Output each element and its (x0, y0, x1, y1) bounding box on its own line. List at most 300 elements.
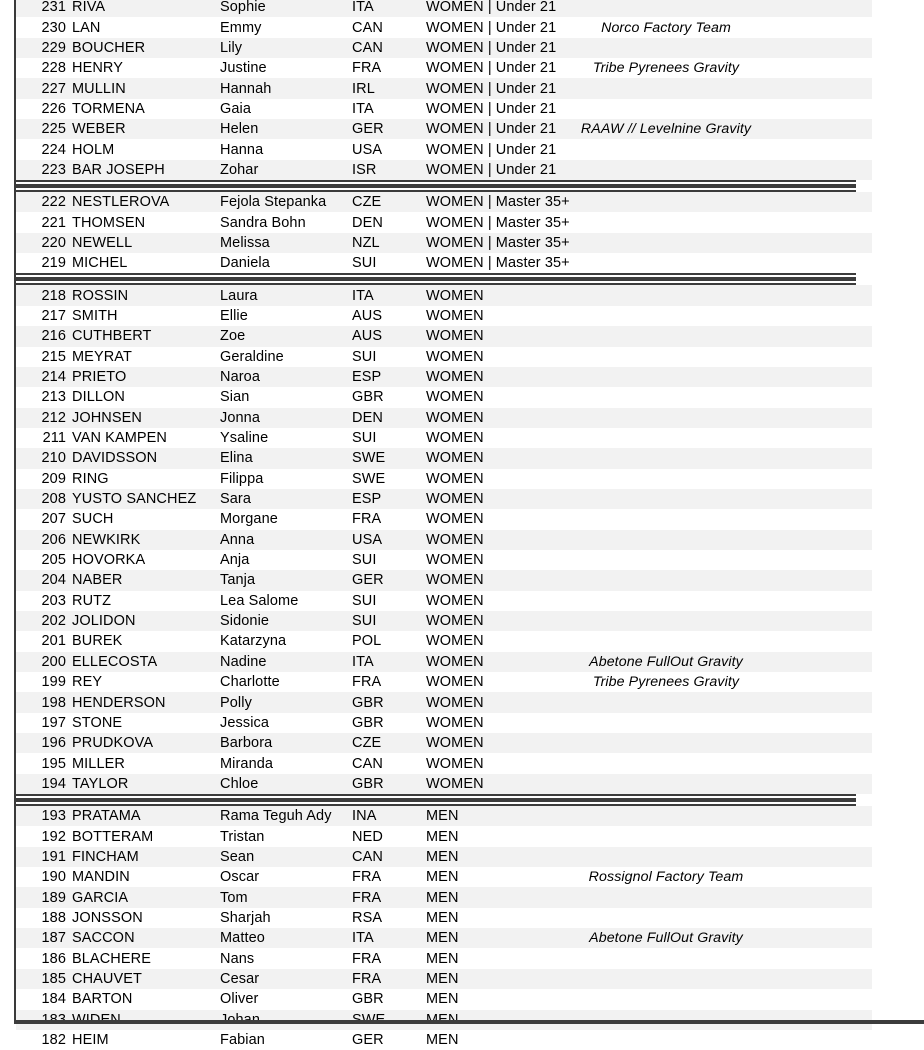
row-nation: CAN (352, 755, 383, 772)
table-row[interactable] (16, 212, 872, 232)
row-bib: 211 (42, 429, 66, 446)
row-nation: FRA (352, 869, 382, 886)
table-row[interactable] (16, 326, 872, 346)
row-bib: 191 (41, 848, 66, 865)
row-nation: INA (352, 807, 377, 824)
row-category: WOMEN (426, 450, 484, 467)
row-nation: DEN (352, 214, 383, 231)
table-row[interactable] (16, 38, 872, 58)
row-nation: GER (352, 120, 384, 137)
row-first-name: Tristan (220, 828, 265, 845)
row-bib: 205 (41, 551, 66, 568)
row-category: WOMEN (426, 531, 484, 548)
table-row[interactable] (16, 139, 872, 159)
row-last-name: BOUCHER (72, 39, 146, 56)
row-bib: 203 (41, 592, 66, 609)
row-category: MEN (426, 807, 459, 824)
row-bib: 197 (41, 714, 66, 731)
row-first-name: Sara (220, 490, 252, 507)
row-bib: 206 (41, 531, 66, 548)
row-nation: GER (352, 1031, 384, 1048)
table-row[interactable] (16, 530, 872, 550)
row-bib: 221 (41, 214, 66, 231)
row-category: WOMEN (426, 755, 484, 772)
row-nation: GBR (352, 775, 384, 792)
table-row[interactable] (16, 887, 872, 907)
row-category: WOMEN (426, 490, 484, 507)
row-category: WOMEN (426, 328, 484, 345)
row-first-name: Justine (220, 59, 267, 76)
row-first-name: Matteo (220, 930, 265, 947)
row-bib: 222 (41, 194, 66, 211)
row-last-name: RIVA (72, 0, 106, 15)
row-first-name: Morgane (220, 511, 278, 528)
row-category: WOMEN | Master 35+ (426, 194, 570, 211)
row-last-name: FINCHAM (72, 848, 139, 865)
row-category: WOMEN | Under 21 (426, 19, 557, 36)
row-last-name: REY (72, 673, 103, 690)
row-last-name: TAYLOR (72, 775, 129, 792)
row-first-name: Rama Teguh Ady (220, 807, 332, 824)
row-first-name: Tom (220, 889, 248, 906)
row-category: WOMEN (426, 734, 484, 751)
row-bib: 210 (41, 450, 66, 467)
row-category: WOMEN (426, 714, 484, 731)
row-first-name: Elina (220, 450, 253, 467)
table-row[interactable] (16, 550, 872, 570)
row-nation: USA (352, 531, 383, 548)
table-row[interactable] (16, 448, 872, 468)
table-row[interactable] (16, 652, 872, 672)
row-category: WOMEN (426, 287, 484, 304)
row-bib: 207 (41, 511, 66, 528)
row-nation: NED (352, 828, 383, 845)
page-bottom-rule (14, 1020, 924, 1024)
table-row[interactable] (16, 713, 872, 733)
table-row[interactable] (16, 469, 872, 489)
row-first-name: Zohar (220, 161, 259, 178)
row-last-name: BOTTERAM (72, 828, 154, 845)
row-bib: 184 (41, 991, 66, 1008)
row-nation: USA (352, 141, 383, 158)
row-category: MEN (426, 889, 459, 906)
table-row[interactable] (16, 948, 872, 968)
row-bib: 194 (41, 775, 66, 792)
row-category: WOMEN | Under 21 (426, 141, 557, 158)
row-last-name: RING (72, 470, 109, 487)
row-nation: ITA (352, 0, 374, 15)
table-row[interactable] (16, 306, 872, 326)
row-bib: 199 (41, 673, 66, 690)
row-category: WOMEN | Under 21 (426, 120, 557, 137)
row-bib: 216 (41, 328, 66, 345)
row-nation: CAN (352, 39, 383, 56)
row-first-name: Gaia (220, 100, 252, 117)
row-bib: 185 (41, 970, 66, 987)
row-bib: 189 (41, 889, 66, 906)
table-row[interactable] (16, 692, 872, 712)
row-last-name: BARTON (72, 991, 133, 1008)
row-bib: 182 (41, 1031, 66, 1048)
row-first-name: Barbora (220, 734, 273, 751)
table-row[interactable] (16, 631, 872, 651)
row-first-name: Lily (220, 39, 243, 56)
row-category: WOMEN (426, 389, 484, 406)
row-first-name: Anna (220, 531, 255, 548)
row-nation: SUI (352, 429, 377, 446)
row-category: WOMEN | Under 21 (426, 39, 557, 56)
row-last-name: PRIETO (72, 368, 127, 385)
row-last-name: LAN (72, 19, 101, 36)
row-last-name: MEYRAT (72, 348, 132, 365)
row-nation: GBR (352, 991, 384, 1008)
row-bib: 229 (41, 39, 66, 56)
row-category: WOMEN (426, 409, 484, 426)
row-first-name: Jonna (220, 409, 261, 426)
row-nation: SUI (352, 348, 377, 365)
row-first-name: Laura (220, 287, 258, 304)
row-nation: AUS (352, 307, 383, 324)
row-team: Rossignol Factory Team (588, 869, 744, 886)
table-row[interactable] (16, 17, 872, 37)
row-nation: GBR (352, 389, 384, 406)
table-row[interactable] (16, 233, 872, 253)
row-nation: RSA (352, 909, 383, 926)
row-last-name: GARCIA (72, 889, 129, 906)
table-row[interactable] (16, 428, 872, 448)
row-nation: FRA (352, 673, 382, 690)
table-row[interactable] (16, 387, 872, 407)
row-bib: 209 (41, 470, 66, 487)
table-row[interactable] (16, 347, 872, 367)
row-bib: 215 (41, 348, 66, 365)
row-nation: AUS (352, 328, 383, 345)
row-bib: 213 (41, 389, 66, 406)
row-category: WOMEN (426, 470, 484, 487)
row-nation: SUI (352, 612, 377, 629)
row-nation: SUI (352, 551, 377, 568)
table-row[interactable] (16, 1030, 872, 1050)
row-nation: FRA (352, 950, 382, 967)
row-bib: 218 (41, 287, 66, 304)
row-nation: SWE (352, 470, 386, 487)
row-bib: 200 (41, 653, 66, 670)
row-category: WOMEN | Under 21 (426, 100, 557, 117)
row-nation: ITA (352, 653, 374, 670)
table-row[interactable] (16, 253, 872, 273)
row-last-name: BAR JOSEPH (72, 161, 165, 178)
row-bib: 223 (41, 161, 66, 178)
row-last-name: BLACHERE (72, 950, 151, 967)
row-nation: ESP (352, 368, 382, 385)
row-nation: FRA (352, 59, 382, 76)
row-category: WOMEN | Master 35+ (426, 255, 570, 272)
row-category: MEN (426, 991, 459, 1008)
row-first-name: Naroa (220, 368, 260, 385)
row-first-name: Sophie (220, 0, 266, 15)
row-nation: GBR (352, 714, 384, 731)
row-nation: ITA (352, 100, 374, 117)
row-category: WOMEN (426, 348, 484, 365)
row-bib: 219 (41, 255, 66, 272)
table-row[interactable] (16, 408, 872, 428)
row-bib: 212 (41, 409, 66, 426)
row-bib: 208 (41, 490, 66, 507)
row-category: WOMEN (426, 551, 484, 568)
row-category: WOMEN (426, 307, 484, 324)
table-row[interactable] (16, 672, 872, 692)
row-nation: SUI (352, 592, 377, 609)
row-category: WOMEN (426, 653, 484, 670)
table-row[interactable] (16, 753, 872, 773)
row-nation: FRA (352, 889, 382, 906)
row-team: Tribe Pyrenees Gravity (592, 60, 740, 77)
row-category: WOMEN (426, 592, 484, 609)
row-nation: SUI (352, 255, 377, 272)
row-bib: 187 (41, 930, 66, 947)
row-last-name: ROSSIN (72, 287, 129, 304)
row-first-name: Hannah (220, 80, 272, 97)
row-category: MEN (426, 950, 459, 967)
row-category: MEN (426, 970, 459, 987)
row-nation: CAN (352, 19, 383, 36)
row-bib: 195 (41, 755, 66, 772)
table-row[interactable] (16, 908, 872, 928)
row-first-name: Katarzyna (220, 633, 287, 650)
row-last-name: MANDIN (72, 869, 130, 886)
table-row[interactable] (16, 160, 872, 180)
table-row[interactable] (16, 509, 872, 529)
row-team: Tribe Pyrenees Gravity (592, 674, 740, 691)
row-nation: DEN (352, 409, 383, 426)
row-category: WOMEN | Under 21 (426, 80, 557, 97)
row-first-name: Filippa (220, 470, 264, 487)
row-last-name: SMITH (72, 307, 118, 324)
table-row[interactable] (16, 847, 872, 867)
table-row[interactable] (16, 489, 872, 509)
row-first-name: Daniela (220, 255, 270, 272)
row-bib: 198 (41, 694, 66, 711)
table-row[interactable] (16, 611, 872, 631)
row-first-name: Helen (220, 120, 259, 137)
row-first-name: Sidonie (220, 612, 270, 629)
row-last-name: DAVIDSSON (72, 450, 158, 467)
table-row[interactable] (16, 591, 872, 611)
row-first-name: Lea Salome (220, 592, 299, 609)
row-first-name: Cesar (220, 970, 260, 987)
row-last-name: STONE (72, 714, 123, 731)
row-bib: 201 (41, 633, 66, 650)
row-last-name: PRATAMA (72, 807, 141, 824)
row-category: MEN (426, 828, 459, 845)
row-nation: POL (352, 633, 382, 650)
row-bib: 196 (41, 734, 66, 751)
row-first-name: Ellie (220, 307, 248, 324)
row-last-name: MILLER (72, 755, 125, 772)
row-first-name: Fabian (220, 1031, 265, 1048)
row-bib: 204 (41, 572, 66, 589)
row-first-name: Sharjah (220, 909, 271, 926)
row-first-name: Nadine (220, 653, 267, 670)
row-category: WOMEN | Master 35+ (426, 234, 570, 251)
row-category: WOMEN (426, 694, 484, 711)
row-first-name: Anja (220, 551, 250, 568)
row-bib: 214 (41, 368, 66, 385)
table-row[interactable] (16, 969, 872, 989)
row-last-name: CUTHBERT (72, 328, 152, 345)
row-category: WOMEN (426, 612, 484, 629)
table-row[interactable] (16, 367, 872, 387)
table-row[interactable] (16, 99, 872, 119)
row-last-name: VAN KAMPEN (72, 429, 168, 446)
row-bib: 225 (41, 120, 66, 137)
row-last-name: DILLON (72, 389, 125, 406)
row-category: MEN (426, 848, 459, 865)
row-bib: 193 (41, 807, 66, 824)
row-team: Norco Factory Team (601, 19, 731, 36)
row-last-name: NESTLEROVA (72, 194, 170, 211)
row-last-name: NEWKIRK (72, 531, 141, 548)
table-row[interactable] (16, 928, 872, 948)
row-bib: 227 (41, 80, 66, 97)
row-first-name: Sean (220, 848, 255, 865)
row-last-name: SUCH (72, 511, 114, 528)
row-bib: 230 (41, 19, 66, 36)
row-bib: 226 (41, 100, 66, 117)
row-last-name: ELLECOSTA (72, 653, 158, 670)
row-bib: 186 (41, 950, 66, 967)
table-row[interactable] (16, 119, 872, 139)
row-category: MEN (426, 1031, 459, 1048)
row-first-name: Ysaline (220, 429, 269, 446)
row-first-name: Miranda (220, 755, 274, 772)
row-last-name: HOLM (72, 141, 115, 158)
row-bib: 228 (41, 59, 66, 76)
row-nation: GER (352, 572, 384, 589)
row-category: WOMEN (426, 511, 484, 528)
table-row[interactable] (16, 774, 872, 794)
row-nation: CAN (352, 848, 383, 865)
row-last-name: TORMENA (72, 100, 145, 117)
row-last-name: MULLIN (72, 80, 126, 97)
row-last-name: WEBER (72, 120, 126, 137)
row-first-name: Jessica (220, 714, 270, 731)
row-nation: CZE (352, 194, 382, 211)
row-bib: 192 (41, 828, 66, 845)
row-first-name: Oscar (220, 869, 260, 886)
row-nation: NZL (352, 234, 380, 251)
row-last-name: THOMSEN (72, 214, 146, 231)
row-category: WOMEN (426, 429, 484, 446)
row-category: WOMEN (426, 572, 484, 589)
row-last-name: MICHEL (72, 255, 128, 272)
row-category: WOMEN (426, 673, 484, 690)
row-nation: ISR (352, 161, 377, 178)
row-team: Abetone FullOut Gravity (589, 930, 743, 947)
row-first-name: Hanna (220, 141, 264, 158)
row-nation: FRA (352, 511, 382, 528)
row-bib: 220 (41, 234, 66, 251)
row-bib: 231 (41, 0, 66, 15)
row-last-name: JOHNSEN (72, 409, 142, 426)
row-first-name: Geraldine (220, 348, 284, 365)
table-row[interactable] (16, 733, 872, 753)
row-last-name: NABER (72, 572, 123, 589)
table-row[interactable] (16, 285, 872, 305)
row-bib: 217 (41, 307, 66, 324)
row-category: WOMEN (426, 633, 484, 650)
row-category: WOMEN | Master 35+ (426, 214, 570, 231)
row-first-name: Sian (220, 389, 250, 406)
row-last-name: PRUDKOVA (72, 734, 154, 751)
table-row[interactable] (16, 192, 872, 212)
row-team: Abetone FullOut Gravity (589, 653, 743, 670)
row-first-name: Fejola Stepanka (220, 194, 327, 211)
row-first-name: Polly (220, 694, 252, 711)
row-first-name: Chloe (220, 775, 259, 792)
row-first-name: Tanja (220, 572, 256, 589)
table-row[interactable] (16, 806, 872, 826)
row-team: RAAW // Levelnine Gravity (580, 121, 752, 138)
row-category: WOMEN | Under 21 (426, 0, 557, 15)
row-first-name: Charlotte (220, 673, 280, 690)
table-row[interactable] (16, 989, 872, 1009)
row-last-name: NEWELL (72, 234, 133, 251)
row-first-name: Oliver (220, 991, 259, 1008)
row-last-name: YUSTO SANCHEZ (72, 490, 197, 507)
row-category: MEN (426, 869, 459, 886)
row-category: WOMEN (426, 775, 484, 792)
table-row[interactable] (16, 570, 872, 590)
row-last-name: HEIM (72, 1031, 109, 1048)
row-last-name: SACCON (72, 930, 135, 947)
table-row[interactable] (16, 0, 872, 17)
row-bib: 202 (41, 612, 66, 629)
table-row[interactable] (16, 826, 872, 846)
row-first-name: Nans (220, 950, 255, 967)
row-last-name: JOLIDON (72, 612, 136, 629)
row-nation: CZE (352, 734, 382, 751)
row-nation: ITA (352, 287, 374, 304)
row-first-name: Zoe (220, 328, 246, 345)
row-nation: ITA (352, 930, 374, 947)
table-row[interactable] (16, 58, 872, 78)
row-bib: 188 (41, 909, 66, 926)
row-last-name: CHAUVET (72, 970, 142, 987)
row-last-name: HENDERSON (72, 694, 166, 711)
table-row[interactable] (16, 867, 872, 887)
row-category: WOMEN (426, 368, 484, 385)
row-last-name: RUTZ (72, 592, 112, 609)
row-nation: IRL (352, 80, 375, 97)
table-row[interactable] (16, 78, 872, 98)
row-category: WOMEN | Under 21 (426, 161, 557, 178)
row-last-name: HENRY (72, 59, 123, 76)
row-nation: ESP (352, 490, 382, 507)
row-bib: 190 (41, 869, 66, 886)
row-last-name: HOVORKA (72, 551, 146, 568)
row-first-name: Emmy (220, 19, 262, 36)
row-category: WOMEN | Under 21 (426, 59, 557, 76)
row-bib: 224 (41, 141, 66, 158)
row-category: MEN (426, 930, 459, 947)
row-first-name: Sandra Bohn (220, 214, 306, 231)
row-nation: GBR (352, 694, 384, 711)
row-category: MEN (426, 909, 459, 926)
row-nation: FRA (352, 970, 382, 987)
row-last-name: BUREK (72, 633, 123, 650)
row-nation: SWE (352, 450, 386, 467)
